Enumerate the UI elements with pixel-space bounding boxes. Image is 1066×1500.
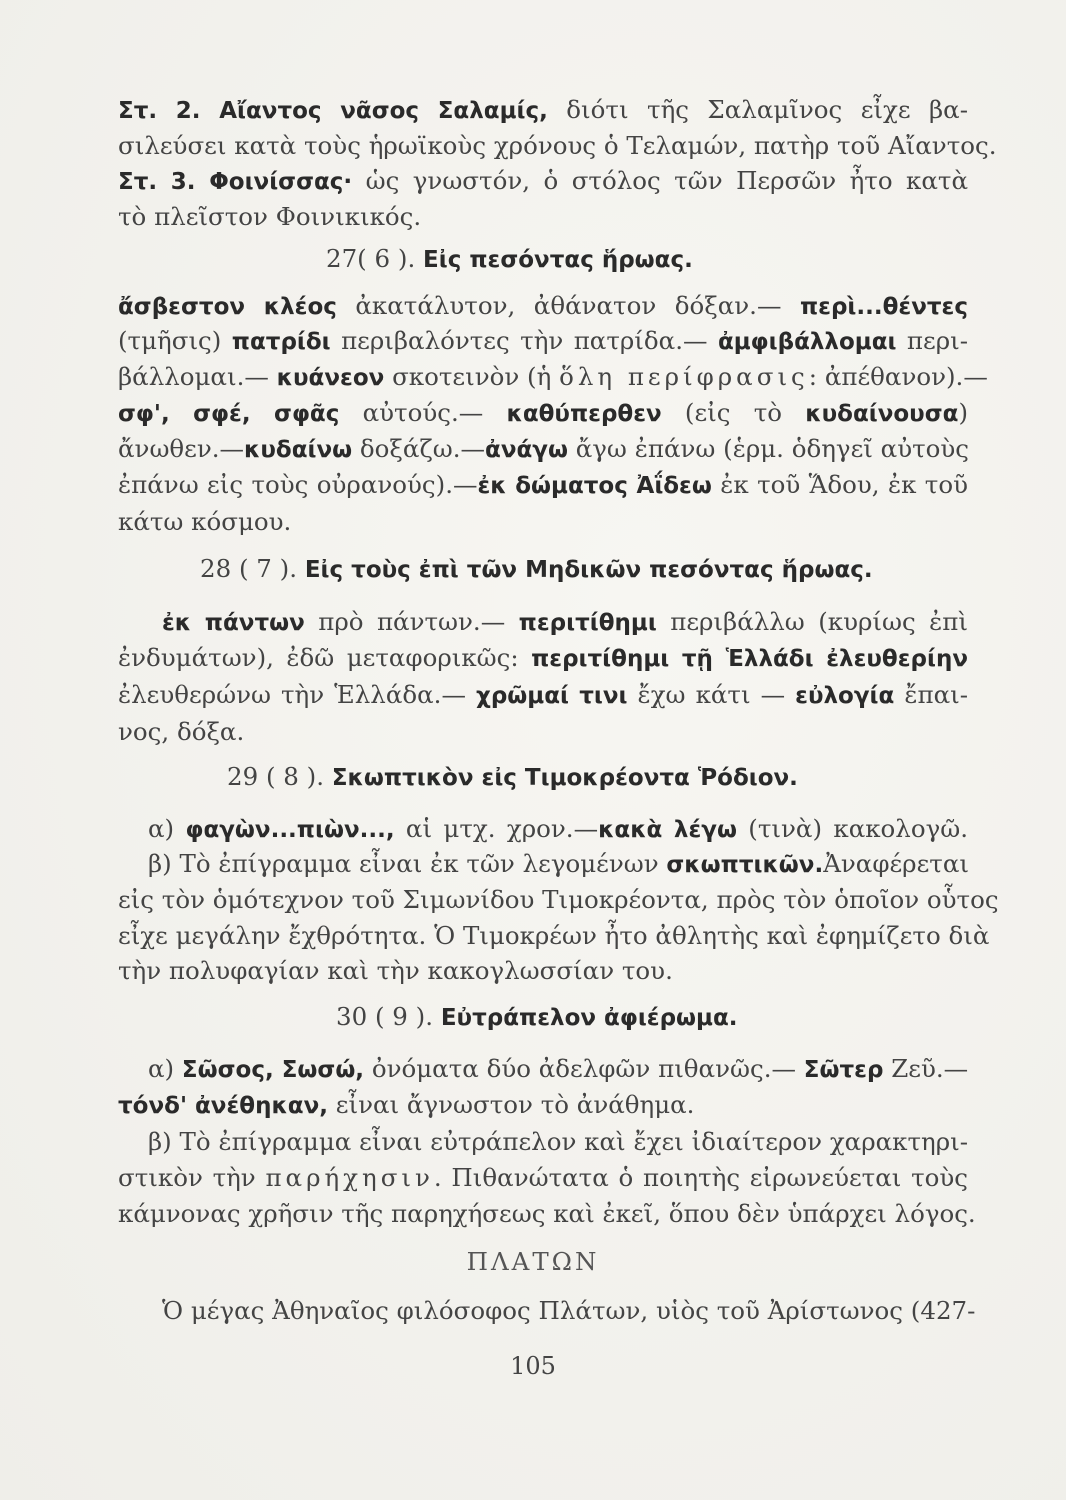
text-line bbox=[148, 812, 968, 847]
text-line bbox=[118, 129, 997, 163]
text-run: περι- bbox=[896, 326, 968, 355]
section-heading bbox=[200, 552, 960, 587]
text-run: ) bbox=[958, 398, 968, 427]
page-number: 105 bbox=[510, 1352, 556, 1380]
bold-term: ἄσβεστον κλέος bbox=[118, 294, 337, 320]
bold-term: περὶ...θέντες bbox=[799, 294, 968, 320]
text-run: ἐπάνω εἰς τοὺς οὐρανούς).— bbox=[118, 470, 478, 499]
bold-term: περιτίθημι bbox=[518, 610, 657, 636]
bold-term: κακὰ λέγω bbox=[598, 817, 737, 843]
text-run: β) Τὸ ἐπίγραμμα εἶναι εὐτράπελον καὶ ἔχει ἰδιαίτερον χαρακτηρι- bbox=[148, 1127, 968, 1156]
text-run: κάμνονας χρῆσιν τῆς παρηχήσεως καὶ ἐκεῖ, ὅπου δὲν ὑπάρχει λόγος. bbox=[118, 1199, 976, 1228]
text-run: στικὸν τὴν bbox=[118, 1163, 266, 1192]
text-line bbox=[118, 164, 968, 199]
bold-term: φαγὼν...πιὼν..., bbox=[185, 817, 395, 843]
bold-term: Στ. 3. Φοινίσσας· bbox=[118, 169, 353, 195]
section-title: Εὐτράπελον ἀφιέρωμα. bbox=[440, 1005, 738, 1031]
text-line bbox=[118, 715, 968, 749]
bold-term: Σῶτερ bbox=[803, 1057, 884, 1083]
section-number: 30 ( 9 ). bbox=[336, 1002, 441, 1031]
bold-term: Σῶσος, Σωσώ, bbox=[181, 1057, 365, 1083]
spaced-term: παρήχησιν bbox=[265, 1163, 434, 1192]
section-title: Σκωπτικὸν εἰς Τιμοκρέοντα Ῥόδιον. bbox=[331, 765, 798, 791]
text-run: ἐνδυμάτων), ἐδῶ μεταφορικῶς: bbox=[118, 643, 532, 672]
text-run: ὡς γνωστόν, ὁ στόλος τῶν Περσῶν ἦτο κατὰ bbox=[352, 166, 968, 195]
spaced-term: ὅλη περίφρασις bbox=[559, 362, 809, 391]
section-number: 28 ( 7 ). bbox=[200, 554, 305, 583]
text-run: Ζεῦ.— bbox=[883, 1054, 969, 1083]
text-line bbox=[118, 505, 968, 539]
text-run: νος, δόξα. bbox=[118, 717, 245, 746]
text-line bbox=[118, 200, 968, 234]
text-line bbox=[118, 360, 988, 395]
text-run: περιβάλλω (κυρίως ἐπὶ bbox=[656, 607, 968, 636]
section-heading bbox=[227, 760, 967, 795]
bold-term: κυδαίνω bbox=[244, 437, 353, 463]
text-run: αὐτούς.— bbox=[339, 398, 507, 427]
text-run: τὸ πλεῖστον Φοινικικός. bbox=[118, 202, 422, 231]
section-heading bbox=[326, 242, 926, 277]
text-run: εἶχε μεγάλην ἔχθρότητα. Ὁ Τιμοκρέων ἦτο ἀθλητὴς καὶ ἐφημίζετο διὰ bbox=[118, 921, 990, 950]
text-run: δοξάζω.— bbox=[352, 434, 486, 463]
bold-term: σκωπτικῶν. bbox=[666, 852, 824, 878]
section-number: 27( 6 ). bbox=[326, 244, 424, 273]
text-line bbox=[118, 324, 968, 359]
bold-term: ἐκ πάντων bbox=[162, 610, 305, 636]
text-run: ἔχω κάτι — bbox=[627, 680, 796, 709]
text-line bbox=[118, 919, 990, 953]
section-number: 29 ( 8 ). bbox=[227, 762, 332, 791]
text-line bbox=[162, 605, 968, 640]
text-line bbox=[118, 289, 968, 324]
bold-term: Στ. 2. Αἴαντος νᾶσος Σαλαμίς, bbox=[118, 98, 548, 124]
text-run: α) bbox=[148, 1054, 182, 1083]
text-line bbox=[118, 678, 968, 713]
author-name: ΠΛΑΤΩΝ bbox=[466, 1247, 600, 1276]
text-run: ἐλευθερώνω τὴν Ἑλλάδα.— bbox=[118, 680, 476, 709]
text-run: Ὁ μέγας Ἀθηναῖος φιλόσοφος Πλάτων, υἱὸς τοῦ Ἀρίστωνος (427- bbox=[162, 1296, 976, 1325]
text-run: κάτω κόσμου. bbox=[118, 507, 292, 536]
text-run: περιβαλόντες τὴν πατρίδα.— bbox=[330, 326, 718, 355]
bold-term: σφ', σφέ, σφᾶς bbox=[118, 401, 340, 427]
bold-term: εὐλογία bbox=[795, 683, 895, 709]
text-run: ἀκατάλυτον, ἀθάνατον δόξαν.— bbox=[336, 291, 800, 320]
text-run: εἰς τὸν ὁμότεχνον τοῦ Σιμωνίδου Τιμοκρέοντα, πρὸς τὸν ὁποῖον οὗτος bbox=[118, 885, 999, 914]
bold-term: ἐκ δώματος bbox=[477, 473, 628, 499]
text-run: Ἀναφέρεται bbox=[823, 849, 969, 878]
text-run: β) Τὸ ἐπίγραμμα εἶναι ἐκ τῶν λεγομένων bbox=[148, 849, 667, 878]
text-run: βάλλομαι.— bbox=[118, 362, 277, 391]
text-line bbox=[118, 1088, 968, 1123]
section-heading bbox=[336, 1000, 956, 1035]
text-run: τὴν πολυφαγίαν καὶ τὴν κακογλωσσίαν του. bbox=[118, 956, 673, 985]
text-line bbox=[118, 1197, 976, 1231]
text-line bbox=[118, 1161, 968, 1195]
bold-term: Ἀΐδεω bbox=[627, 473, 712, 499]
text-run: ἄγω ἐπάνω (ἑρμ. ὁδηγεῖ αὐτοὺς bbox=[567, 434, 970, 463]
bold-term: καθύπερθεν bbox=[506, 401, 662, 427]
text-line bbox=[118, 954, 968, 988]
text-run: (τμῆσις) bbox=[118, 326, 232, 355]
text-run: ἐκ τοῦ Ἅδου, ἐκ τοῦ bbox=[711, 470, 968, 499]
bold-term: κυάνεον bbox=[276, 365, 385, 391]
text-line bbox=[118, 468, 968, 503]
text-line bbox=[118, 432, 968, 467]
text-run: ὀνόματα δύο ἀδελφῶν πιθανῶς.— bbox=[364, 1054, 804, 1083]
text-run: εἶναι ἄγνωστον τὸ ἀνάθημα. bbox=[328, 1090, 695, 1119]
bold-term: κυδαίνουσα bbox=[805, 401, 959, 427]
text-line bbox=[148, 1052, 968, 1087]
text-line bbox=[118, 883, 999, 917]
bold-term: πατρίδι bbox=[231, 329, 331, 355]
text-line bbox=[118, 93, 968, 128]
bold-term: τόνδ' ἀνέθηκαν, bbox=[118, 1093, 328, 1119]
text-line bbox=[148, 847, 968, 882]
bold-term: περιτίθημι τῇ Ἑλλάδι ἐλευθερίην bbox=[531, 646, 968, 672]
text-run: ἔπαι- bbox=[894, 680, 968, 709]
text-line bbox=[118, 641, 968, 676]
bold-term: ἀμφιβάλλομαι bbox=[717, 329, 897, 355]
section-title: Εἰς τοὺς ἐπὶ τῶν Μηδικῶν πεσόντας ἥρωας. bbox=[304, 557, 873, 583]
author-heading bbox=[0, 1245, 1066, 1279]
text-line bbox=[118, 396, 968, 431]
section-title: Εἰς πεσόντας ἥρωας. bbox=[423, 247, 693, 273]
text-run: ἄνωθεν.— bbox=[118, 434, 245, 463]
text-run: σιλεύσει κατὰ τοὺς ἡρωϊκοὺς χρόνους ὁ Τελαμών, πατὴρ τοῦ Αἴαντος. bbox=[118, 131, 997, 160]
bold-term: ἀνάγω bbox=[485, 437, 568, 463]
text-run: σκοτεινὸν (ἡ bbox=[384, 362, 560, 391]
text-run: α) bbox=[148, 814, 186, 843]
text-run: διότι τῆς Σαλαμῖνος εἶχε βα- bbox=[547, 95, 968, 124]
text-run: αἱ μτχ. χρον.— bbox=[394, 814, 599, 843]
text-run: . Πιθανώτατα ὁ ποιητὴς εἰρωνεύεται τοὺς bbox=[433, 1163, 969, 1192]
text-run: : ἀπέθανον).— bbox=[808, 362, 988, 391]
text-line bbox=[148, 1125, 968, 1159]
bold-term: χρῶμαί τινι bbox=[476, 683, 628, 709]
text-run: (εἰς τὸ bbox=[661, 398, 806, 427]
text-line bbox=[162, 1294, 976, 1328]
text-run: πρὸ πάντων.— bbox=[304, 607, 519, 636]
text-run: (τινὰ) κακολογῶ. bbox=[736, 814, 968, 843]
